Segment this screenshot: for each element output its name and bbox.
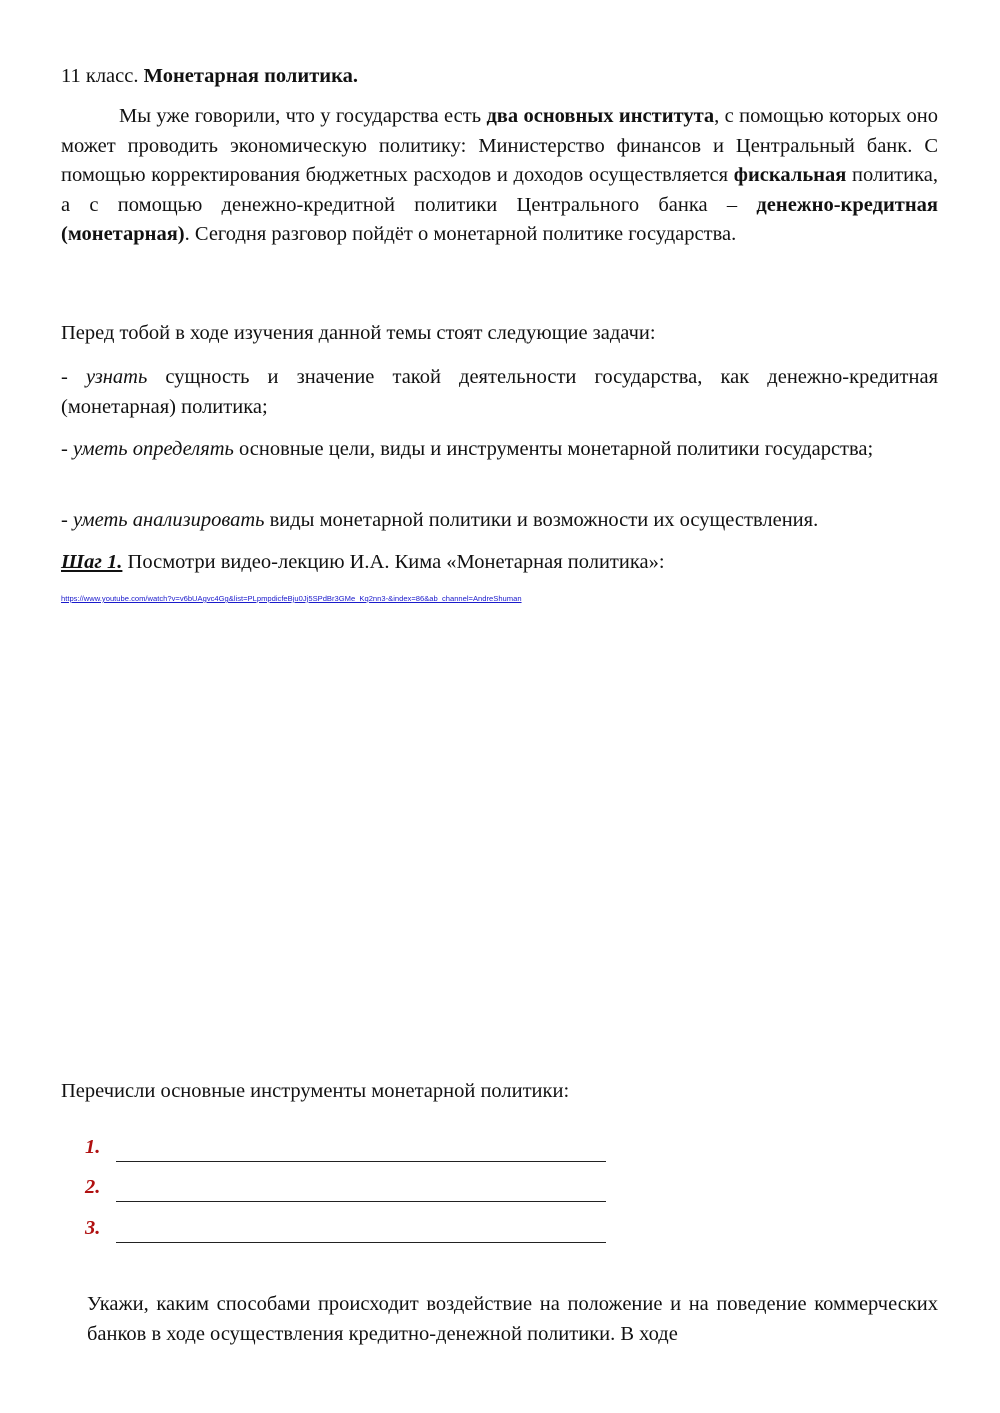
intro-bold-monetary: денежно-кредитная (монетарная) <box>61 193 938 245</box>
task-text: основные цели, виды и инструменты монетарной политики государства; <box>233 438 874 460</box>
banks-paragraph: Укажи, каким способами происходит воздействие на положение и на поведение коммерческих банков в ходе осуществления кредитно-денежной политики. В ходе <box>87 1293 938 1345</box>
grade-label: 11 класс. <box>61 65 139 87</box>
instrument-answer-row <box>85 1172 606 1202</box>
page-title: Монетарная политика. <box>143 65 358 87</box>
list-number: 2. <box>85 1175 101 1198</box>
task-text: виды монетарной политики и возможности их осуществления. <box>264 509 819 531</box>
task-dash: - <box>61 509 73 531</box>
answer-blank-line[interactable] <box>116 1220 606 1243</box>
instrument-answer-row <box>85 1132 606 1162</box>
document-heading <box>61 62 938 92</box>
step1-text: Посмотри видео-лекцию И.А. Кима «Монетарная политика»: <box>122 551 665 573</box>
list-number: 3. <box>85 1216 101 1239</box>
answer-blank-line[interactable] <box>116 1179 606 1202</box>
list-number: 1. <box>85 1135 101 1158</box>
task-verb: уметь анализировать <box>72 509 265 531</box>
step1-line <box>61 548 938 578</box>
step1-label: Шаг 1. <box>61 551 123 573</box>
task-item <box>61 435 938 465</box>
task-text: сущность и значение такой деятельности государства, как денежно-кредитная (монетарная) политика; <box>61 366 939 418</box>
intro-bold-institutions: два основных института <box>486 105 715 127</box>
intro-text-3: политика, а с помощью денежно-кредитной политики Центрального банка – <box>61 164 938 216</box>
intro-text-4: . Сегодня разговор пойдёт о монетарной политике государства. <box>184 223 737 245</box>
answer-blank-line[interactable] <box>116 1139 606 1162</box>
task-item <box>61 506 938 536</box>
instruments-prompt: Перечисли основные инструменты монетарной политики: <box>61 1080 570 1102</box>
intro-text-1: Мы уже говорили, что у государства есть <box>119 105 487 127</box>
tasks-lead: Перед тобой в ходе изучения данной темы стоят следующие задачи: <box>61 322 656 344</box>
instrument-answer-row <box>85 1213 606 1243</box>
intro-text-2: , с помощью которых оно может проводить экономическую политику: Министерство финансов и Центральный банк. С помощью корректирования бюджетных расходов и доходов осуществляется <box>61 105 938 186</box>
intro-paragraph <box>61 102 938 250</box>
task-item <box>61 363 938 422</box>
task-dash: - <box>61 366 86 388</box>
task-dash: - <box>61 438 73 460</box>
intro-bold-fiscal: фискальная <box>733 164 847 186</box>
task-verb: уметь определять <box>72 438 234 460</box>
video-lecture-link[interactable]: https://www.youtube.com/watch?v=v6bUAgvc4Gg&list=PLpmpdicfeBju0Jj5SPdBr3GMe_Kq2nn3-&index=86&ab_channel=AndreShuman <box>61 594 522 603</box>
task-verb: узнать <box>85 366 148 388</box>
